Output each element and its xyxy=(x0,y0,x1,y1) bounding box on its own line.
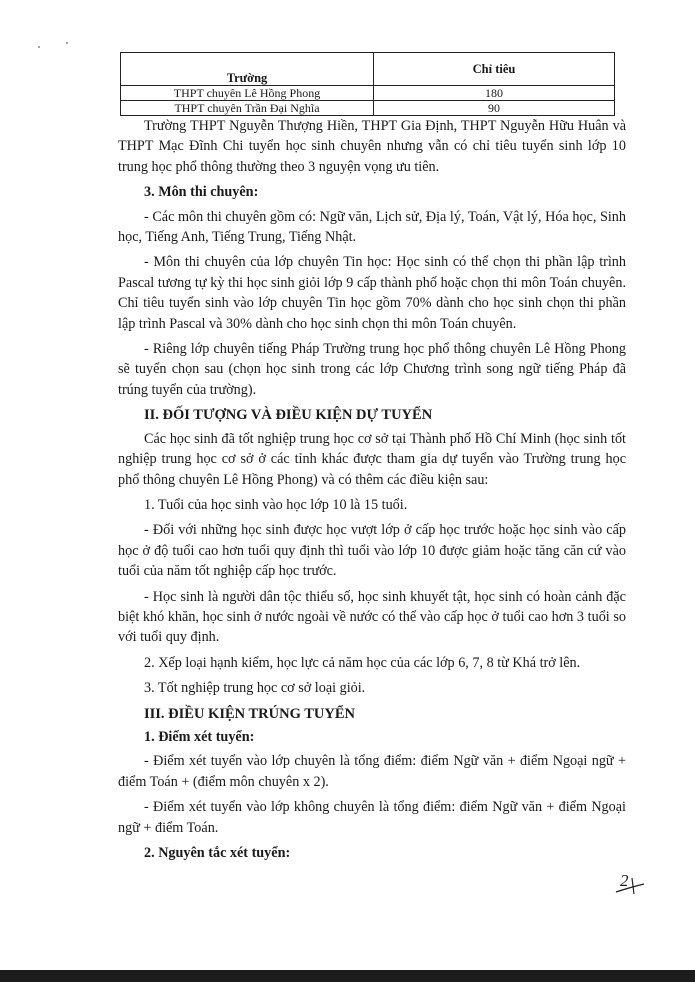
chapter-heading: III. ĐIỀU KIỆN TRÚNG TUYỂN xyxy=(144,705,355,722)
paragraph: - Các môn thi chuyên gồm có: Ngữ văn, Lịch sử, Địa lý, Toán, Vật lý, Hóa học, Sinh học, Tiếng Anh, Tiếng Trung, Tiếng Nhật. xyxy=(118,208,626,246)
section-heading: 2. Nguyên tắc xét tuyển: xyxy=(144,845,291,861)
section-heading: 1. Điểm xét tuyển: xyxy=(144,728,255,745)
quota-table xyxy=(120,52,615,116)
paragraph: - Điểm xét tuyển vào lớp không chuyên là tổng điểm: điểm Ngữ văn + điểm Ngoại ngữ + điểm Toán. xyxy=(118,799,626,836)
handwritten-page-number xyxy=(614,868,650,898)
paragraph: - Điểm xét tuyển vào lớp chuyên là tổng điểm: điểm Ngữ văn + điểm Ngoại ngữ + điểm Toán + (điểm môn chuyên x 2). xyxy=(118,753,626,790)
header-school: Trường xyxy=(121,53,374,86)
paragraph: - Đối với những học sinh được học vượt lớp ở cấp học trước hoặc học sinh vào cấp học ở độ tuổi cao hơn tuổi quy định thì tuổi vào lớp 10 được giảm hoặc tăng căn cứ vào tuổi của năm tốt nghiệp cấp học trước. xyxy=(118,522,626,580)
table-row xyxy=(121,101,615,116)
paragraph: - Học sinh là người dân tộc thiểu số, học sinh khuyết tật, học sinh có hoàn cảnh đặc biệt khó khăn, học sinh ở nước ngoài về nước có thể vào cấp học ở tuổi cao hơn 3 tuổi so với tuổi quy định. xyxy=(118,588,626,646)
document-body xyxy=(118,116,626,867)
cell-quota: 90 xyxy=(374,101,615,116)
paragraph: 3. Tốt nghiệp trung học cơ sở loại giỏi. xyxy=(144,680,366,697)
section-heading: 3. Môn thi chuyên: xyxy=(144,184,259,201)
paragraph: Các học sinh đã tốt nghiệp trung học cơ sở tại Thành phố Hồ Chí Minh (học sinh tốt nghiệp trung học cơ sở ở các tỉnh khác được tham gia dự tuyển vào Trường trung học phổ thông chuyên Lê Hồng Phong) và có thêm các điều kiện sau: xyxy=(118,430,626,488)
paragraph: 1. Tuổi của học sinh vào học lớp 10 là 15 tuổi. xyxy=(144,496,408,513)
header-quota: Chỉ tiêu xyxy=(374,53,615,86)
chapter-heading: II. ĐỐI TƯỢNG VÀ ĐIỀU KIỆN DỰ TUYỂN xyxy=(144,407,433,424)
paragraph: Trường THPT Nguyễn Thượng Hiền, THPT Gia Định, THPT Nguyễn Hữu Huân và THPT Mạc Đĩnh Chi tuyển học sinh chuyên nhưng vẫn có chỉ tiêu tuyển sinh lớp 10 trung học phổ thông thường theo 3 nguyện vọng ưu tiên. xyxy=(118,118,626,175)
table-header-row xyxy=(121,53,615,86)
table-row xyxy=(121,86,615,101)
cell-school: THPT chuyên Lê Hồng Phong xyxy=(121,86,374,101)
page-number-text: 2 xyxy=(620,871,629,890)
cell-quota: 180 xyxy=(374,86,615,101)
cell-school: THPT chuyên Trần Đại Nghĩa xyxy=(121,101,374,116)
scan-specks xyxy=(30,42,80,54)
paragraph: - Riêng lớp chuyên tiếng Pháp Trường trung học phổ thông chuyên Lê Hồng Phong sẽ tuyển chọn sau (chọn học sinh trong các lớp Chương trình song ngữ tiếng Pháp đã trúng tuyển của trường). xyxy=(118,341,626,398)
paragraph: - Môn thi chuyên của lớp chuyên Tin học: Học sinh có thể chọn thi phần lập trình Pascal tương tự kỳ thi học sinh giỏi lớp 9 cấp thành phố hoặc chọn thi môn Toán chuyên. Chỉ tiêu tuyển sinh vào lớp chuyên Tin học gồm 70% dành cho học sinh chọn thi phần lập trình Pascal và 30% dành cho học sinh chọn thi môn Toán chuyên. xyxy=(118,254,626,332)
scan-bottom-edge xyxy=(0,970,695,982)
paragraph: 2. Xếp loại hạnh kiểm, học lực cả năm học của các lớp 6, 7, 8 từ Khá trở lên. xyxy=(144,654,581,671)
